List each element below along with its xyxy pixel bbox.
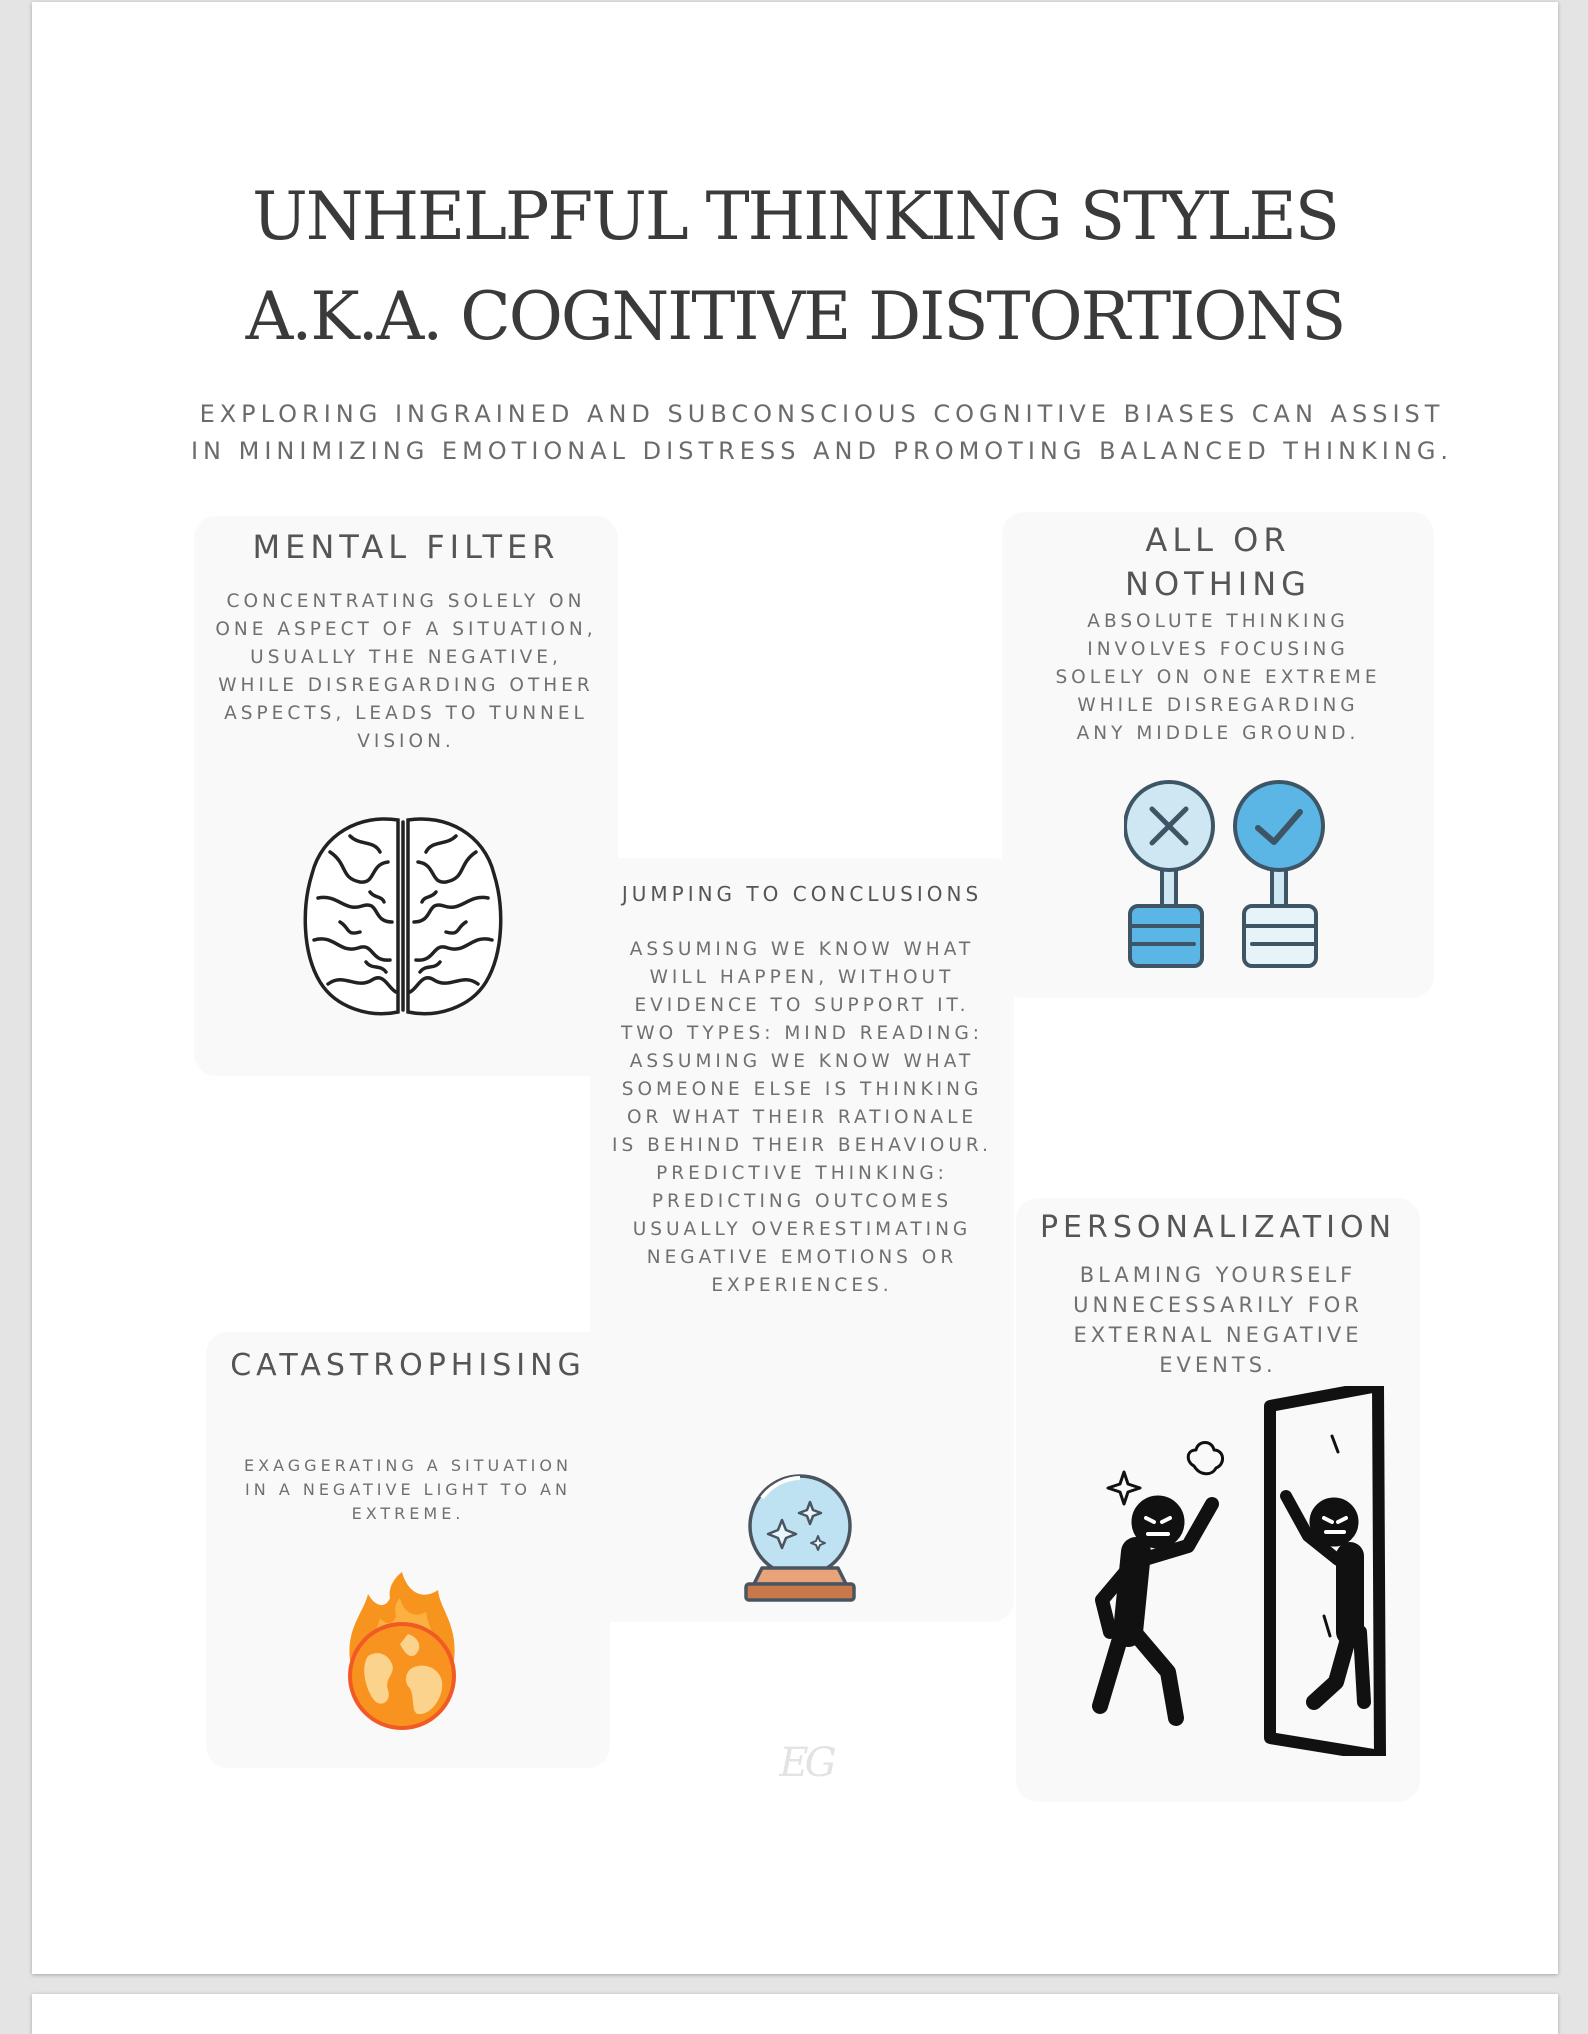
card-title: PERSONALIZATION <box>1039 1210 1397 1245</box>
card-mental-filter <box>194 516 618 1076</box>
card-catastrophising <box>206 1332 610 1768</box>
card-title: JUMPING TO CONCLUSIONS <box>621 882 983 906</box>
next-page-edge <box>32 1994 1558 2034</box>
document-page <box>32 2 1558 1974</box>
card-description: BLAMING YOURSELF UNNECESSARILY FOR EXTERNAL NEGATIVE EVENTS. <box>1073 1263 1363 1377</box>
card-title: ALL OR NOTHING <box>1125 521 1311 603</box>
angry-man-mirror-icon <box>1088 1386 1388 1756</box>
card-personalization <box>1016 1198 1420 1802</box>
crystal-ball-icon <box>742 1472 858 1604</box>
brain-icon <box>300 812 506 1022</box>
card-title: MENTAL FILTER <box>252 528 560 566</box>
brand-logo: EG <box>779 1740 833 1786</box>
card-description: EXAGGERATING A SITUATION IN A NEGATIVE LIGHT TO AN EXTREME. <box>244 1456 572 1523</box>
cross-and-check-signs-icon <box>1124 778 1334 974</box>
card-description: ASSUMING WE KNOW WHAT WILL HAPPEN, WITHOUT EVIDENCE TO SUPPORT IT. TWO TYPES: MIND READING: ASSUMING WE KNOW WHAT SOMEONE ELSE IS THINKING OR WHAT THEIR RATIONALE IS BEHIND THEIR BEHAVIOUR. PREDICTIVE THINKING: PREDICTING OUTCOMES USUALLY OVERESTIMATING NEGATIVE EMOTIONS OR EXPERIENCES. <box>612 939 992 1296</box>
page-title-line-2: A.K.A. COGNITIVE DISTORTIONS <box>245 278 1345 355</box>
card-all-or-nothing <box>1002 512 1434 998</box>
burning-globe-icon <box>342 1568 462 1734</box>
page-title-line-1: UNHELPFUL THINKING STYLES <box>252 178 1338 255</box>
card-title: CATASTROPHISING <box>230 1348 586 1383</box>
card-description: ABSOLUTE THINKING INVOLVES FOCUSING SOLELY ON ONE EXTREME WHILE DISREGARDING ANY MIDDLE GROUND. <box>1055 611 1381 744</box>
page-subtitle: EXPLORING INGRAINED AND SUBCONSCIOUS COGNITIVE BIASES CAN ASSIST IN MINIMIZING EMOTIONAL DISTRESS AND PROMOTING BALANCED THINKING. <box>190 400 1454 465</box>
card-description: CONCENTRATING SOLELY ON ONE ASPECT OF A SITUATION, USUALLY THE NEGATIVE, WHILE DISREGARDING OTHER ASPECTS, LEADS TO TUNNEL VISION. <box>215 591 597 752</box>
card-jumping-to-conclusions <box>590 858 1014 1622</box>
